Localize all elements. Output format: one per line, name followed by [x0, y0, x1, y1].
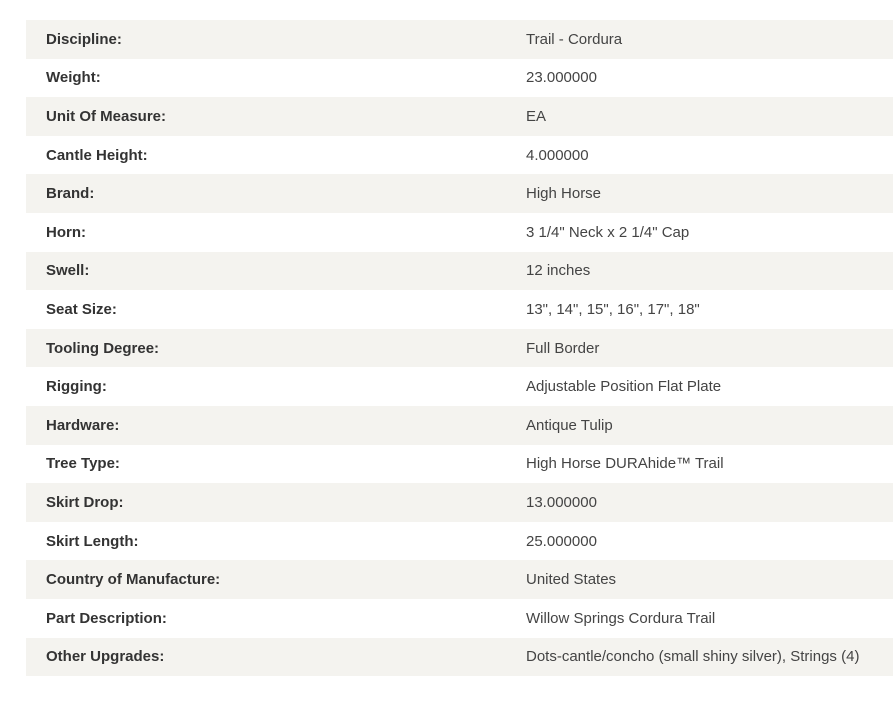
- spec-value: 13", 14", 15", 16", 17", 18": [526, 300, 700, 318]
- spec-value: EA: [526, 107, 547, 125]
- spec-value: 13.000000: [526, 493, 597, 511]
- spec-label: Other Upgrades:: [46, 648, 165, 666]
- spec-row-unit-of-measure: [26, 97, 893, 136]
- spec-row-weight: [26, 59, 893, 98]
- spec-row-brand: [26, 174, 893, 213]
- spec-row-country-of-manufacture: [26, 560, 893, 599]
- product-specifications-table: [26, 20, 893, 676]
- spec-value: 23.000000: [526, 69, 597, 87]
- spec-row-part-description: [26, 599, 893, 638]
- spec-row-swell: [26, 252, 893, 291]
- spec-value: High Horse DURAhide™ Trail: [526, 455, 724, 473]
- spec-value: Dots-cantle/concho (small shiny silver), Strings (4): [526, 648, 860, 666]
- spec-row-hardware: [26, 406, 893, 445]
- spec-row-skirt-drop: [26, 483, 893, 522]
- spec-label: Discipline:: [46, 30, 122, 48]
- spec-value: Trail - Cordura: [526, 30, 623, 48]
- spec-row-skirt-length: [26, 522, 893, 561]
- spec-row-seat-size: [26, 290, 893, 329]
- spec-row-tooling-degree: [26, 329, 893, 368]
- spec-row-tree-type: [26, 445, 893, 484]
- spec-value: Adjustable Position Flat Plate: [526, 378, 722, 396]
- spec-value: 4.000000: [526, 146, 589, 164]
- spec-value: 25.000000: [526, 532, 597, 550]
- spec-label: Country of Manufacture:: [46, 571, 221, 589]
- spec-label: Skirt Length:: [46, 532, 139, 550]
- spec-value: 12 inches: [526, 262, 591, 280]
- spec-value: High Horse: [526, 185, 602, 203]
- spec-value: 3 1/4" Neck x 2 1/4" Cap: [526, 223, 690, 241]
- spec-value: Antique Tulip: [526, 416, 613, 434]
- spec-label: Tree Type:: [46, 455, 120, 473]
- spec-value: Willow Springs Cordura Trail: [526, 609, 716, 627]
- spec-row-rigging: [26, 367, 893, 406]
- spec-label: Weight:: [46, 69, 101, 87]
- spec-label: Part Description:: [46, 609, 167, 627]
- spec-label: Cantle Height:: [46, 146, 148, 164]
- spec-label: Skirt Drop:: [46, 493, 124, 511]
- spec-label: Tooling Degree:: [46, 339, 160, 357]
- spec-label: Horn:: [46, 223, 86, 241]
- spec-label: Swell:: [46, 262, 90, 280]
- spec-value: Full Border: [526, 339, 600, 357]
- spec-row-discipline: [26, 20, 893, 59]
- spec-row-horn: [26, 213, 893, 252]
- spec-label: Seat Size:: [46, 300, 117, 318]
- spec-label: Hardware:: [46, 416, 120, 434]
- spec-value: United States: [526, 571, 617, 589]
- spec-label: Unit Of Measure:: [46, 107, 167, 125]
- spec-row-other-upgrades: [26, 638, 893, 677]
- spec-label: Brand:: [46, 185, 95, 203]
- spec-row-cantle-height: [26, 136, 893, 175]
- spec-label: Rigging:: [46, 378, 107, 396]
